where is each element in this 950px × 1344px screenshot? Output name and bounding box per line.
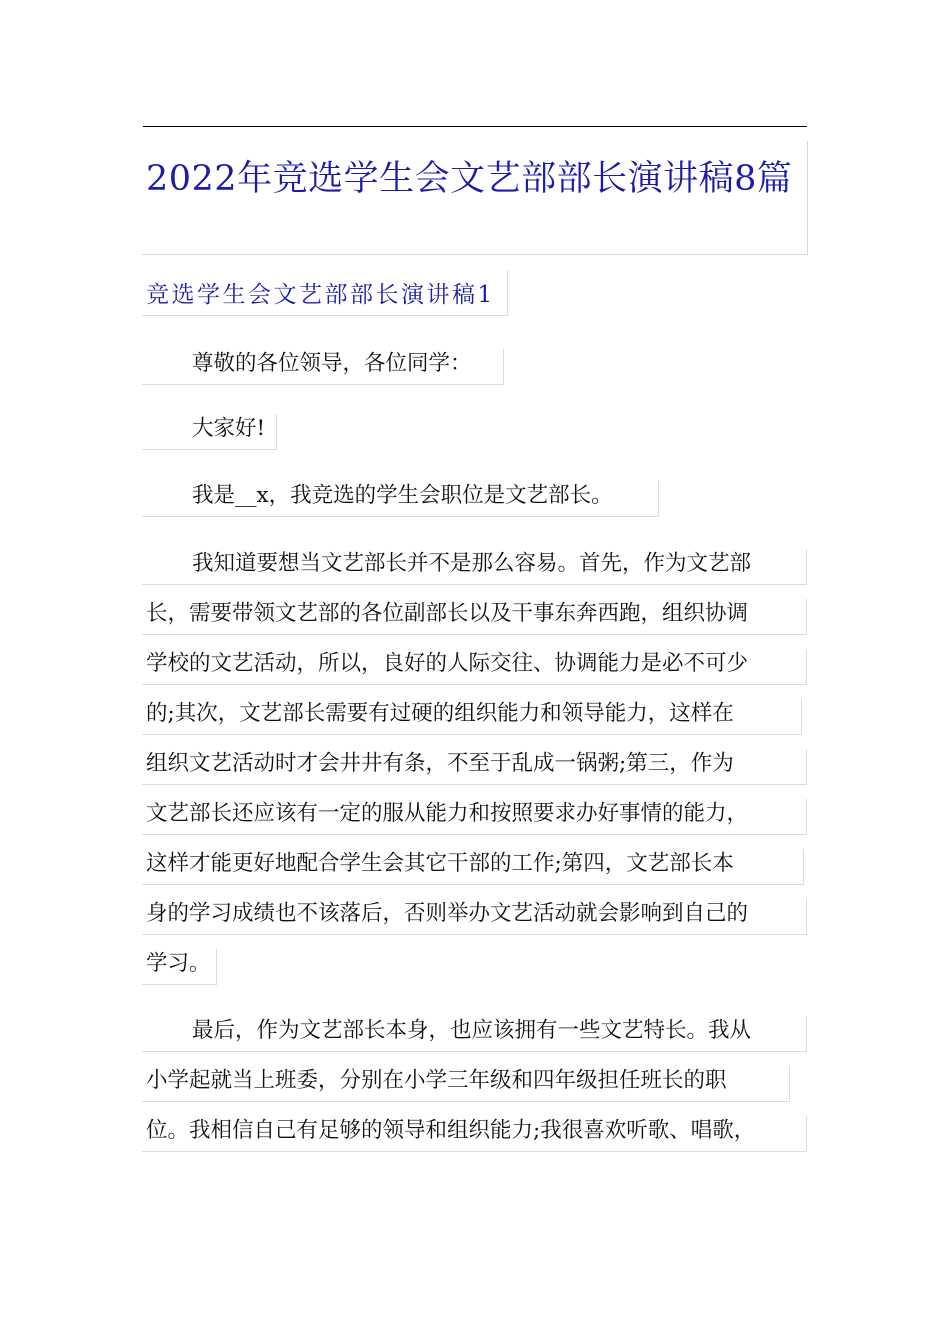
section-heading: 竞选学生会文艺部部长演讲稿1 xyxy=(146,282,495,308)
document-title: 2022年竞选学生会文艺部部长演讲稿8篇 xyxy=(146,159,793,199)
paragraph-line: 位。我相信自己有足够的领导和组织能力;我很喜欢听歌、唱歌， xyxy=(142,1116,807,1152)
paragraph-line: 小学起就当上班委，分别在小学三年级和四年级担任班长的职 xyxy=(142,1066,790,1102)
paragraph-line: 身的学习成绩也不该落后，否则举办文艺活动就会影响到自己的 xyxy=(142,899,807,935)
paragraph-line: 长，需要带领文艺部的各位副部长以及干事东奔西跑，组织协调 xyxy=(142,599,807,635)
paragraph-line: 文艺部长还应该有一定的服从能力和按照要求办好事情的能力， xyxy=(142,799,807,835)
top-rule xyxy=(143,126,807,127)
paragraph-line: 学校的文艺活动，所以，良好的人际交往、协调能力是必不可少 xyxy=(142,649,807,685)
intro-line: 我是__x，我竞选的学生会职位是文艺部长。 xyxy=(142,481,659,517)
paragraph-line: 这样才能更好地配合学生会其它干部的工作;第四，文艺部长本 xyxy=(142,849,804,885)
section-heading-block xyxy=(142,270,508,316)
paragraph-line: 学习。 xyxy=(142,949,217,985)
paragraph-line: 的;其次，文艺部长需要有过硬的组织能力和领导能力，这样在 xyxy=(142,699,802,735)
paragraph-line: 我知道要想当文艺部长并不是那么容易。首先，作为文艺部 xyxy=(142,549,807,585)
paragraph-line: 最后，作为文艺部长本身，也应该拥有一些文艺特长。我从 xyxy=(142,1016,807,1052)
paragraph-line: 组织文艺活动时才会井井有条，不至于乱成一锅粥;第三，作为 xyxy=(142,749,807,785)
greeting-line: 大家好! xyxy=(142,414,277,450)
title-block xyxy=(142,141,808,255)
salutation-line: 尊敬的各位领导，各位同学： xyxy=(142,349,504,385)
